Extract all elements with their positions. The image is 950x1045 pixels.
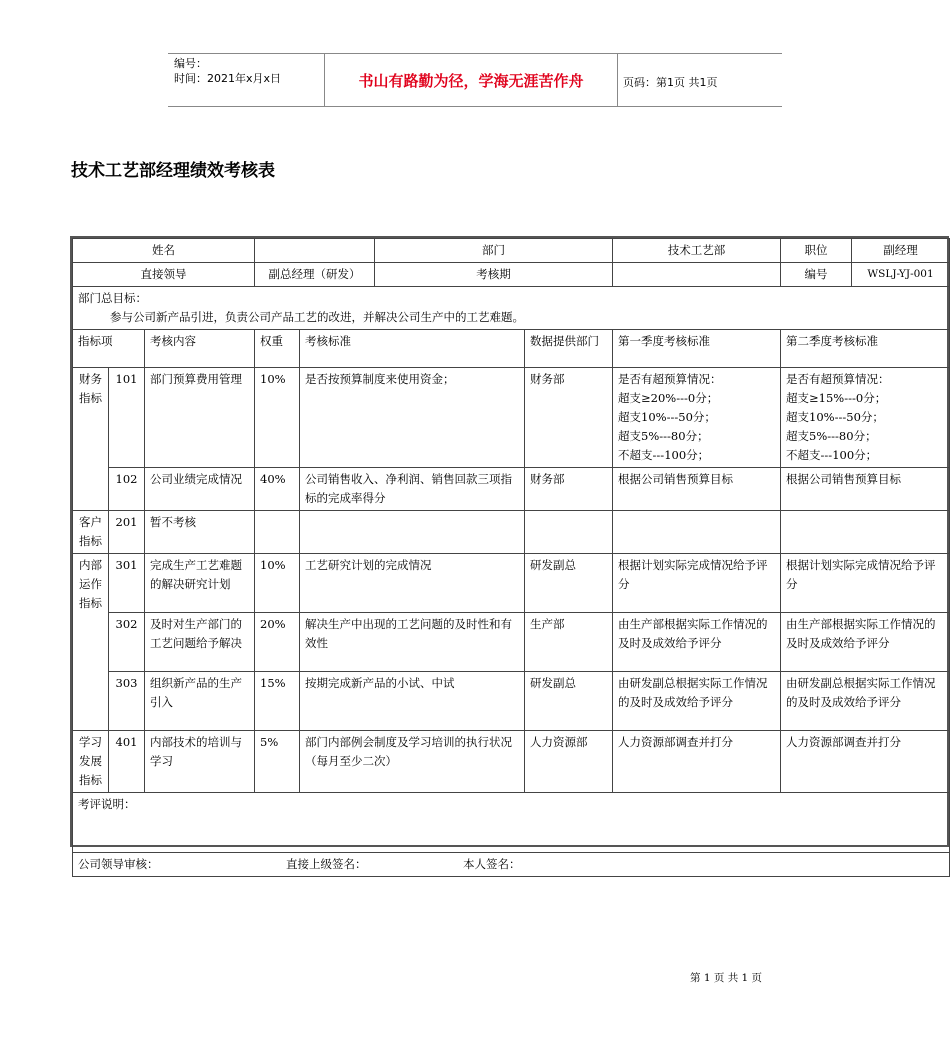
period-label: 考核期 <box>375 263 613 287</box>
row-code: 201 <box>109 511 145 554</box>
row-standard: 部门内部例会制度及学习培训的执行状况（每月至少二次） <box>300 731 525 793</box>
number-label: 编号： <box>174 57 207 70</box>
row-standard: 公司销售收入、净利润、销售回款三项指标的完成率得分 <box>300 468 525 511</box>
name-value <box>255 239 375 263</box>
self-signature-label: 本人签名： <box>463 857 521 871</box>
row-code: 101 <box>109 368 145 468</box>
row-q1: 根据公司销售预算目标 <box>613 468 781 511</box>
document-header <box>168 53 782 107</box>
row-provider: 研发副总 <box>525 672 613 731</box>
row-standard <box>300 511 525 554</box>
row-q1: 由研发副总根据实际工作情况的及时及成效给予评分 <box>613 672 781 731</box>
signature-row <box>73 853 950 877</box>
row-weight: 15% <box>255 672 300 731</box>
row-provider: 人力资源部 <box>525 731 613 793</box>
header-page-info: 页码：第1页 共1页 <box>623 76 718 89</box>
row-q2: 由研发副总根据实际工作情况的及时及成效给予评分 <box>781 672 950 731</box>
row-content: 完成生产工艺难题的解决研究计划 <box>145 554 255 613</box>
col-content: 考核内容 <box>145 330 255 368</box>
q1-line: 超支≥20%---0分； <box>618 391 719 405</box>
position-value: 副经理 <box>852 239 950 263</box>
col-standard: 考核标准 <box>300 330 525 368</box>
row-weight: 40% <box>255 468 300 511</box>
row-provider: 财务部 <box>525 468 613 511</box>
code-value: WSLJ-YJ-001 <box>852 263 950 287</box>
table-row <box>73 731 950 793</box>
row-weight: 20% <box>255 613 300 672</box>
table-row <box>73 672 950 731</box>
row-content: 及时对生产部门的工艺问题给予解决 <box>145 613 255 672</box>
header-motto: 书山有路勤为径，学海无涯苦作舟 <box>358 72 584 90</box>
col-q2: 第二季度考核标准 <box>781 330 950 368</box>
assessment-table <box>72 238 950 877</box>
row-q1: 根据计划实际完成情况给予评分 <box>613 554 781 613</box>
table-row <box>73 613 950 672</box>
leader-signature-label: 公司领导审核： <box>78 857 159 871</box>
row-q1: 人力资源部调查并打分 <box>613 731 781 793</box>
review-label: 考评说明： <box>73 793 950 853</box>
q2-line: 超支10%---50分； <box>786 410 884 424</box>
row-q2: 根据计划实际完成情况给予评分 <box>781 554 950 613</box>
table-row <box>73 368 950 468</box>
goal-label: 部门总目标： <box>78 291 147 305</box>
time-label: 时间：2021年x月x日 <box>174 72 282 85</box>
row-code: 102 <box>109 468 145 511</box>
group-internal: 内部运作指标 <box>73 554 109 731</box>
goal-cell <box>73 287 950 330</box>
q2-line: 是否有超预算情况： <box>786 372 890 386</box>
col-q1: 第一季度考核标准 <box>613 330 781 368</box>
footer-page-number: 第 1 页 共 1 页 <box>690 972 763 984</box>
col-weight: 权重 <box>255 330 300 368</box>
row-q1 <box>613 368 781 468</box>
header-divider <box>617 54 618 106</box>
row-q2 <box>781 511 950 554</box>
info-row <box>73 263 950 287</box>
code-label: 编号 <box>781 263 852 287</box>
q1-line: 超支10%---50分； <box>618 410 716 424</box>
column-header-row <box>73 330 950 368</box>
q2-line: 不超支---100分； <box>786 448 878 462</box>
q2-line: 超支5%---80分； <box>786 429 877 443</box>
row-q2: 由生产部根据实际工作情况的及时及成效给予评分 <box>781 613 950 672</box>
name-label: 姓名 <box>73 239 255 263</box>
position-label: 职位 <box>781 239 852 263</box>
row-standard: 解决生产中出现的工艺问题的及时性和有效性 <box>300 613 525 672</box>
col-provider: 数据提供部门 <box>525 330 613 368</box>
row-provider: 生产部 <box>525 613 613 672</box>
row-content: 暂不考核 <box>145 511 255 554</box>
row-weight: 10% <box>255 368 300 468</box>
table-row <box>73 511 950 554</box>
row-q2 <box>781 368 950 468</box>
row-content: 部门预算费用管理 <box>145 368 255 468</box>
header-meta <box>174 56 324 86</box>
row-standard: 是否按预算制度来使用资金； <box>300 368 525 468</box>
info-row <box>73 239 950 263</box>
table-row <box>73 468 950 511</box>
row-code: 301 <box>109 554 145 613</box>
row-content: 公司业绩完成情况 <box>145 468 255 511</box>
row-standard: 按期完成新产品的小试、中试 <box>300 672 525 731</box>
group-learning: 学习发展指标 <box>73 731 109 793</box>
row-weight: 10% <box>255 554 300 613</box>
col-indicator: 指标项 <box>73 330 145 368</box>
row-q2: 人力资源部调查并打分 <box>781 731 950 793</box>
row-provider: 研发副总 <box>525 554 613 613</box>
row-q1: 由生产部根据实际工作情况的及时及成效给予评分 <box>613 613 781 672</box>
row-weight <box>255 511 300 554</box>
group-finance: 财务指标 <box>73 368 109 511</box>
row-code: 303 <box>109 672 145 731</box>
row-content: 组织新产品的生产引入 <box>145 672 255 731</box>
page-title: 技术工艺部经理绩效考核表 <box>71 161 275 181</box>
row-code: 302 <box>109 613 145 672</box>
q1-line: 不超支---100分； <box>618 448 710 462</box>
row-q1 <box>613 511 781 554</box>
table-row <box>73 554 950 613</box>
review-row <box>73 793 950 853</box>
row-q2: 根据公司销售预算目标 <box>781 468 950 511</box>
dept-label: 部门 <box>375 239 613 263</box>
dept-value: 技术工艺部 <box>613 239 781 263</box>
q2-line: 超支≥15%---0分； <box>786 391 887 405</box>
goal-text: 参与公司新产品引进，负责公司产品工艺的改进，并解决公司生产中的工艺难题。 <box>110 310 524 324</box>
row-standard: 工艺研究计划的完成情况 <box>300 554 525 613</box>
row-provider: 财务部 <box>525 368 613 468</box>
row-provider <box>525 511 613 554</box>
row-weight: 5% <box>255 731 300 793</box>
q1-line: 超支5%---80分； <box>618 429 709 443</box>
header-divider <box>324 54 325 106</box>
leader-label: 直接领导 <box>73 263 255 287</box>
superior-signature-label: 直接上级签名： <box>286 857 367 871</box>
period-value <box>613 263 781 287</box>
q1-line: 是否有超预算情况： <box>618 372 722 386</box>
signature-cell <box>73 853 950 877</box>
leader-value: 副总经理（研发） <box>255 263 375 287</box>
row-content: 内部技术的培训与学习 <box>145 731 255 793</box>
goal-row <box>73 287 950 330</box>
row-code: 401 <box>109 731 145 793</box>
group-customer: 客户指标 <box>73 511 109 554</box>
